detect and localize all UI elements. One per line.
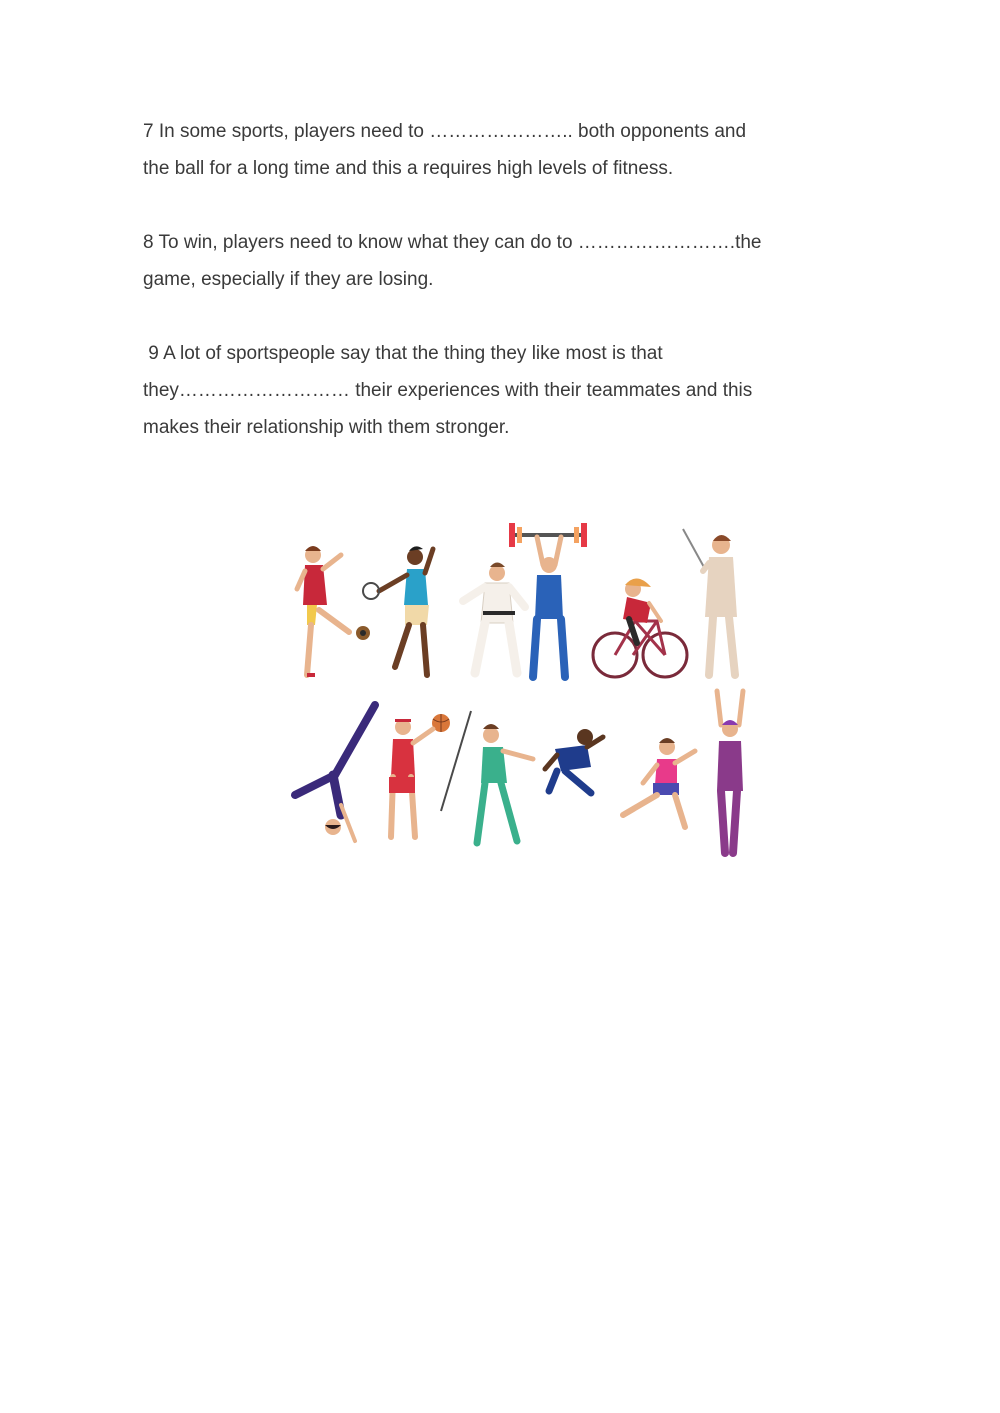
question-list [143, 113, 873, 446]
karate-fighter-icon [463, 563, 525, 674]
javelin-thrower-icon [441, 711, 533, 843]
question-9-line-2: they……………………… their experiences with their teammates and this [143, 380, 753, 401]
question-7-line-2: the ball for a long time and this a requires high levels of fitness. [143, 158, 674, 179]
question-9 [143, 335, 873, 446]
question-9-line-1: 9 A lot of sportspeople say that the thing they like most is that [143, 343, 663, 364]
question-9-line-3: makes their relationship with them stronger. [143, 417, 510, 438]
runner-icon [623, 738, 695, 827]
fencer-icon [683, 529, 737, 675]
question-8-line-2: game, especially if they are losing. [143, 269, 434, 290]
footballer-icon [297, 546, 370, 675]
question-8-line-1: 8 To win, players need to know what they can do to …………………….the [143, 232, 762, 253]
sports-illustration [285, 515, 755, 865]
gymnast-icon [295, 705, 375, 841]
question-7 [143, 113, 873, 187]
badminton-player-icon [363, 546, 433, 675]
question-8 [143, 224, 873, 298]
long-jumper-icon [545, 729, 603, 793]
swimmer-icon [717, 691, 743, 853]
basketball-player-icon [389, 714, 450, 837]
cyclist-icon [593, 578, 687, 677]
question-7-line-1: 7 In some sports, players need to ………………….. both opponents and [143, 121, 747, 142]
